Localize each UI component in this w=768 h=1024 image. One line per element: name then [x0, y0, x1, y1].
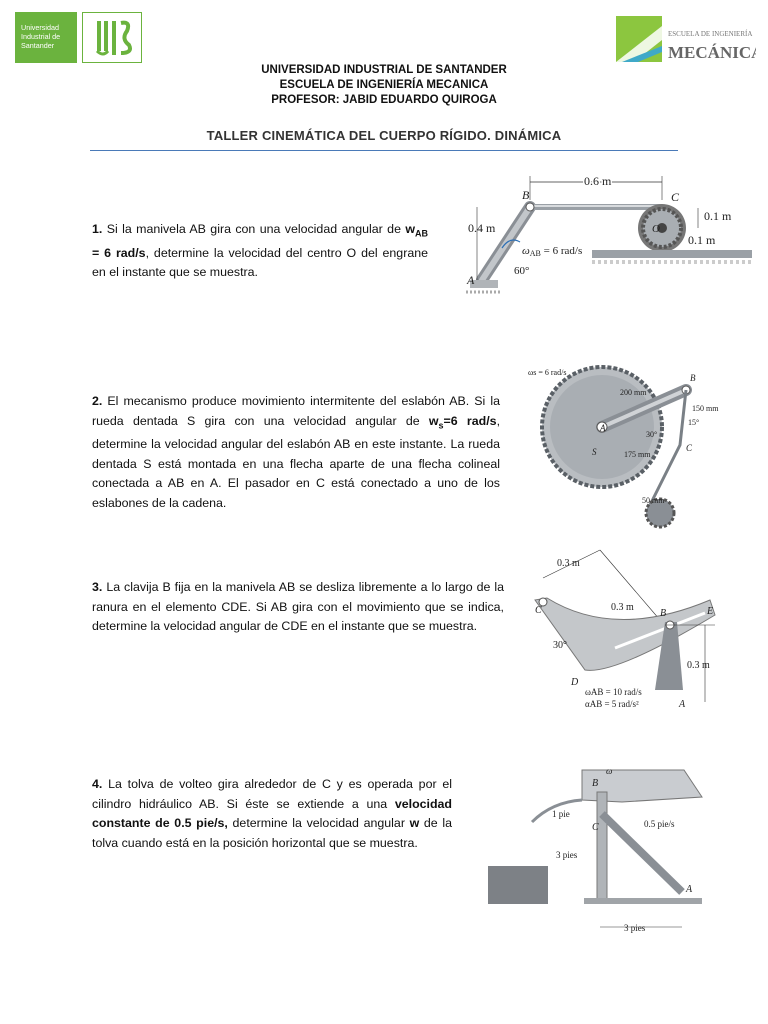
fig1-dim-r2: 0.1 m	[688, 233, 716, 247]
problem-4	[92, 775, 452, 853]
problem-2-text-a: El mecanismo produce movimiento intermitente del eslabón AB. Si la rueda dentada S gira con una velocidad angular de	[92, 394, 500, 428]
problem-2-text-b: , determine la velocidad angular del eslabón AB en este instante. La rueda dentada S está montada en una flecha aparte de una flecha colineal conectada a AB en A. El pasador en C está conectado a uno de los eslabones de la cadena.	[92, 413, 501, 510]
problem-3	[92, 578, 504, 637]
fig3-d03a: 0.3 m	[557, 558, 580, 569]
problem-4-bold: velocidad constante de 0.5 pie/s,	[92, 796, 452, 830]
figure-1-crank-gear	[462, 170, 754, 305]
uis-logo-line3: Santander	[21, 41, 55, 50]
fig3-d03b: 0.3 m	[611, 602, 634, 613]
uis-logo-line1: Universidad	[21, 23, 59, 32]
fig3-w2: αAB = 5 rad/s²	[585, 699, 639, 709]
fig1-rack	[592, 250, 752, 258]
mecanica-logo-icon	[616, 16, 756, 64]
fig3-a30: 30°	[553, 640, 567, 651]
fig3-w1: ωAB = 10 rad/s	[585, 687, 642, 697]
fig3-label-a: A	[679, 699, 686, 710]
fig4-d3: 3 pies	[556, 850, 578, 860]
fig2-d150: 150 mm	[692, 404, 719, 413]
problem-4-symbol: w	[409, 816, 420, 830]
fig2-a15: 15°	[688, 418, 700, 427]
problem-3-text: La clavija B fija en la manivela AB se desliza libremente a lo largo de la ranura en el elemento CDE. Si AB gira con el movimiento que se indica, determine la velocidad angular de CDE en el instante que se muestra.	[92, 580, 504, 633]
fig1-dim-r1: 0.1 m	[704, 209, 732, 223]
mecanica-logo	[616, 16, 756, 64]
fig4-d1: 1 pie	[552, 809, 570, 819]
fig3-label-d: D	[571, 677, 579, 688]
problem-1-symbol: w	[405, 222, 415, 236]
mecanica-logo-big: MECÁNICA	[668, 43, 756, 62]
fig2-d200: 200 mm	[620, 388, 647, 397]
fig1-label-c: C	[671, 190, 680, 204]
fig4-block	[488, 866, 548, 904]
problem-4-text-c: de la tolva cuando está en la posición horizontal que se muestra.	[92, 816, 452, 850]
fig2-label-s: S	[592, 447, 597, 457]
fig1-omega-label: ωAB = 6 rad/s	[522, 245, 583, 258]
fig1-dim-top: 0.6 m	[584, 174, 612, 188]
problem-2-value-sub: s	[438, 419, 444, 430]
fig4-label-b: B	[592, 778, 599, 789]
fig4-omega: ω	[606, 766, 613, 776]
problem-4-text-b: determine la velocidad angular	[227, 816, 410, 830]
problem-1-number: 1.	[92, 222, 103, 236]
fig2-ws: ωs = 6 rad/s	[528, 368, 567, 377]
problem-1-symbol-sub: AB	[414, 228, 428, 239]
uis-emblem-logo	[82, 12, 142, 63]
page-title: TALLER CINEMÁTICA DEL CUERPO RÍGIDO. DINÁMICA	[206, 128, 562, 143]
problem-1-text-a: Si la manivela AB gira con una velocidad angular de	[106, 222, 406, 236]
figure-2-sprocket	[520, 365, 732, 535]
uis-logo	[15, 12, 77, 63]
fig4-column	[597, 792, 607, 902]
fig2-a30: 30°	[646, 430, 658, 439]
fig2-label-c: C	[686, 443, 693, 453]
fig3-label-c: C	[535, 605, 542, 616]
professor-name: PROFESOR: JABID EDUARDO QUIROGA	[271, 94, 497, 106]
fig1-angle: 60°	[514, 265, 530, 277]
problem-2-number: 2.	[92, 394, 103, 408]
fig4-d3b: 3 pies	[624, 923, 646, 933]
fig3-label-e: E	[707, 606, 714, 617]
fig2-label-b: B	[690, 373, 696, 383]
fig2-label-a: A	[600, 423, 606, 433]
fig3-d03c: 0.3 m	[687, 660, 710, 671]
fig4-label-a: A	[686, 884, 693, 895]
school-name: ESCUELA DE INGENIERÍA MECANICA	[279, 79, 489, 91]
figure-4-dump-truck	[472, 762, 712, 937]
problem-2-value2: =6 rad/s	[443, 413, 497, 428]
problem-1-eq: =	[92, 245, 105, 260]
fig2-d50: 50 mm	[642, 496, 665, 505]
problem-1-text-b: , determine la velocidad del centro O del engrane en el instante que se muestra.	[92, 245, 428, 280]
fig2-d175: 175 mm	[624, 450, 651, 459]
problem-1-value: 6 rad/s	[104, 245, 146, 260]
title-divider	[90, 150, 678, 151]
fig1-label-o: O	[652, 223, 660, 235]
mecanica-logo-small: ESCUELA DE INGENIERÍA	[668, 30, 753, 38]
problem-2-value: w	[428, 413, 439, 428]
uis-logo-line2: Industrial de	[21, 32, 61, 41]
problem-3-number: 3.	[92, 580, 103, 594]
figure-3-slotted-link	[515, 540, 755, 720]
problem-4-text-a: La tolva de volteo gira alrededor de C y es operada por el cilindro hidráulico AB. Si éste se extiende a una	[92, 777, 452, 811]
fig1-dim-left: 0.4 m	[468, 221, 496, 235]
fig3-label-b: B	[660, 608, 667, 619]
problem-1	[92, 220, 428, 283]
fig4-v: 0.5 pie/s	[644, 819, 675, 829]
university-name: UNIVERSIDAD INDUSTRIAL DE SANTANDER	[261, 64, 507, 76]
fig1-label-b: B	[522, 188, 530, 202]
fig1-label-a: A	[467, 273, 475, 287]
problem-2	[92, 392, 500, 513]
problem-4-number: 4.	[92, 777, 103, 791]
fig4-label-c: C	[592, 822, 599, 833]
uis-emblem-icon	[83, 13, 141, 62]
